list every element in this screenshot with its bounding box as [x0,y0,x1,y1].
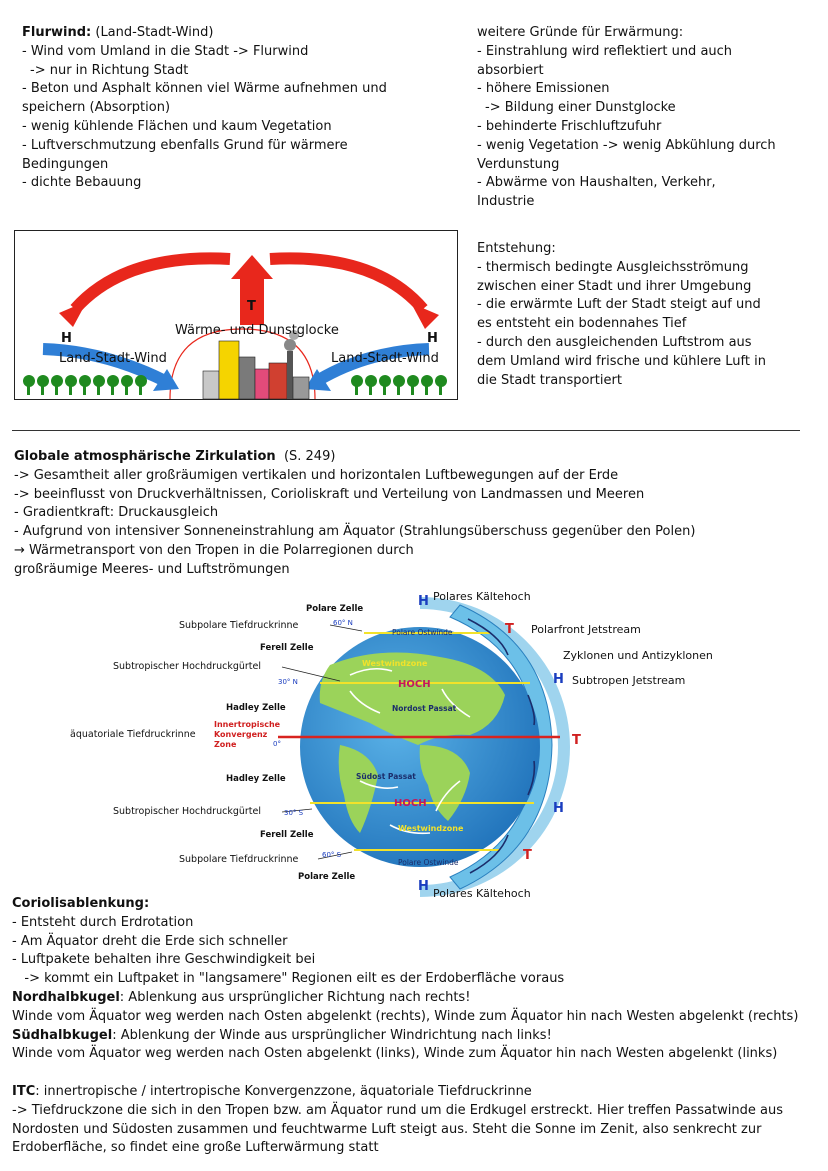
itc-line: Nordosten und Südosten zusammen und feuchtwarme Luft steigt aus. Steht die Sonne im Zenit, also senkrecht zur [12,1121,762,1137]
entstehung-heading: Entstehung: [477,241,556,256]
lat-30n-label: 30° N [278,678,298,686]
trees-right [351,375,447,395]
lat-60s-label: 60° S [322,851,342,859]
polares-kaeltehoch-bottom-label: Polares Kältehoch [433,887,531,900]
polarfront-jet-label: Polarfront Jetstream [531,623,641,636]
flurwind-line: speichern (Absorption) [22,100,171,116]
itc-label-1: Innertropische [214,720,281,729]
subpolare-top-label: Subpolare Tiefdruckrinne [179,620,299,631]
zyklonen-label: Zyklonen und Antizyklonen [563,649,713,662]
entstehung-section [477,240,766,390]
coriolis-section [12,895,798,1064]
erwaermung-heading: weitere Gründe für Erwärmung: [477,25,684,40]
nordost-passat-label: Nordost Passat [392,704,457,713]
coriolis-line: -> kommt ein Luftpaket in "langsamere" Regionen eilt es der Erdoberfläche voraus [12,971,565,987]
lat-30s-label: 30° S [284,809,304,817]
erwaermung-line: - Abwärme von Haushalten, Verkehr, [477,175,716,191]
coriolis-heading: Coriolisablenkung: [12,896,150,911]
erwaermung-line: Industrie [477,194,535,210]
flurwind-line: - Luftverschmutzung ebenfalls Grund für wärmere [22,137,348,153]
subpolare-bottom-label: Subpolare Tiefdruckrinne [179,854,299,865]
rising-air-head [231,255,273,279]
flurwind-line: - Beton und Asphalt können viel Wärme aufnehmen und [22,81,387,97]
subtrop-top-label: Subtropischer Hochdruckgürtel [113,661,261,672]
erwaermung-line: - behinderte Frischluftzufuhr [477,118,662,134]
zirkulation-line: - Aufgrund von intensiver Sonneneinstrahlung am Äquator (Strahlungsüberschuss gegenüber den Polen) [14,524,696,540]
trees-left [23,375,147,395]
city-heat-diagram [14,230,458,400]
itc-label-3: Zone [214,740,237,749]
aeq-tief-label: äquatoriale Tiefdruckrinne [70,729,196,740]
h-bottom-label: H [418,879,429,894]
lat-0-label: 0° [273,740,281,748]
polare-zelle-bottom-label: Polare Zelle [298,872,356,882]
itc-line: -> Tiefdruckzone die sich in den Tropen bzw. am Äquator rund um die Erdkugel erstreckt. Hier treffen Passatwinde aus [12,1102,783,1118]
zirkulation-line: → Wärmetransport von den Tropen in die Polarregionen durch [14,542,414,558]
subtropen-jet-label: Subtropen Jetstream [572,674,686,687]
section-divider [12,430,800,431]
polare-zelle-top-label: Polare Zelle [306,604,364,614]
erwaermung-section [477,24,776,212]
erwaermung-line: -> Bildung einer Dunstglocke [485,100,676,116]
itc-heading: ITC: innertropische / intertropische Konvergenzzone, äquatoriale Tiefdruckrinne [12,1084,532,1099]
flurwind-line: -> nur in Richtung Stadt [30,62,189,78]
wind-right-label: Land-Stadt-Wind [331,351,439,366]
erwaermung-line: absorbiert [477,62,544,78]
flurwind-line: Bedingungen [22,156,109,172]
t-polarfront-label: T [505,622,514,637]
zirkulation-section [14,448,695,580]
erwaermung-line: - höhere Emissionen [477,81,610,97]
nordhalbkugel-line: Nordhalbkugel: Ablenkung aus ursprünglicher Richtung nach rechts! [12,989,471,1005]
warm-air-arrow-right [270,258,423,309]
itc-label-2: Konvergenz [214,730,268,739]
polares-kaeltehoch-top-label: Polares Kältehoch [433,590,531,603]
ferell-bottom-label: Ferell Zelle [260,830,314,840]
suedost-passat-label: Südost Passat [356,772,416,781]
westwindzone-s-label: Westwindzone [398,824,464,833]
city-buildings [203,330,309,399]
t-south-label: T [523,848,532,863]
polare-ostwinde-n-label: Polare Ostwinde [392,628,453,637]
entstehung-line: - die erwärmte Luft der Stadt steigt auf und [477,297,761,313]
entstehung-line: zwischen einer Stadt und ihrer Umgebung [477,278,752,294]
westwindzone-n-label: Westwindzone [362,659,428,668]
zirkulation-heading: Globale atmosphärische Zirkulation (S. 249) [14,449,336,464]
h-top-label: H [418,594,429,609]
flurwind-line: - Wind vom Umland in die Stadt -> Flurwind [22,43,309,59]
coriolis-line: - Am Äquator dreht die Erde sich schneller [12,933,288,949]
city-high-right-label: H [427,331,438,346]
wind-left-label: Land-Stadt-Wind [59,351,167,366]
flurwind-line: - dichte Bebauung [22,175,142,191]
entstehung-line: - thermisch bedingte Ausgleichsströmung [477,259,749,275]
city-diagram-svg [15,231,457,399]
lat-60n-label: 60° N [333,619,353,627]
itc-section [12,1083,783,1158]
flurwind-heading: Flurwind: (Land-Stadt-Wind) [22,25,214,40]
polare-ostwinde-s-label: Polare Ostwinde [398,858,459,867]
zirkulation-line: -> beeinflusst von Druckverhältnissen, Corioliskraft und Verteilung von Landmassen und Meeren [14,486,645,502]
erwaermung-line: - wenig Vegetation -> wenig Abkühlung durch [477,137,776,153]
h-subtropen-label: H [553,672,564,687]
subtrop-bottom-label: Subtropischer Hochdruckgürtel [113,806,261,817]
zirkulation-line: großräumige Meeres- und Luftströmungen [14,561,290,577]
warm-air-arrow-left [75,258,230,309]
itc-line: Erdoberfläche, so findet eine große Lufterwärmung statt [12,1140,379,1156]
nordhalbkugel-detail: Winde vom Äquator weg werden nach Osten abgelenkt (rechts), Winde zum Äquator hin nach Westen abgelenkt (rechts) [12,1008,799,1024]
flurwind-line: - wenig kühlende Flächen und kaum Vegetation [22,118,332,134]
hoch-n-label: HOCH [398,679,431,690]
zirkulation-line: - Gradientkraft: Druckausgleich [14,505,219,521]
flurwind-section [22,24,387,193]
hoch-s-label: HOCH [394,798,427,809]
suedhalbkugel-line: Südhalbkugel: Ablenkung der Winde aus ursprünglicher Windrichtung nach links! [12,1027,552,1043]
entstehung-line: es entsteht ein bodennahes Tief [477,316,687,332]
dome-label: Wärme- und Dunstglocke [175,323,339,338]
t-equator-label: T [572,733,581,748]
hadley-bottom-label: Hadley Zelle [226,774,286,784]
coriolis-line: - Entsteht durch Erdrotation [12,914,194,930]
zirkulation-line: -> Gesamtheit aller großräumigen vertikalen und horizontalen Luftbewegungen auf der Erde [14,467,619,483]
city-high-left-label: H [61,331,72,346]
erwaermung-line: Verdunstung [477,156,560,172]
entstehung-line: die Stadt transportiert [477,372,622,388]
entstehung-line: - durch den ausgleichenden Luftstrom aus [477,334,752,350]
city-low-pressure-label: T [247,299,256,314]
coriolis-line: - Luftpakete behalten ihre Geschwindigkeit bei [12,952,316,968]
ferell-top-label: Ferell Zelle [260,643,314,653]
erwaermung-line: - Einstrahlung wird reflektiert und auch [477,43,733,59]
entstehung-line: dem Umland wird frische und kühlere Luft in [477,353,766,369]
suedhalbkugel-detail: Winde vom Äquator weg werden nach Osten abgelenkt (links), Winde zum Äquator hin nach Westen abgelenkt (links) [12,1046,778,1062]
h-south-label: H [553,801,564,816]
hadley-top-label: Hadley Zelle [226,703,286,713]
